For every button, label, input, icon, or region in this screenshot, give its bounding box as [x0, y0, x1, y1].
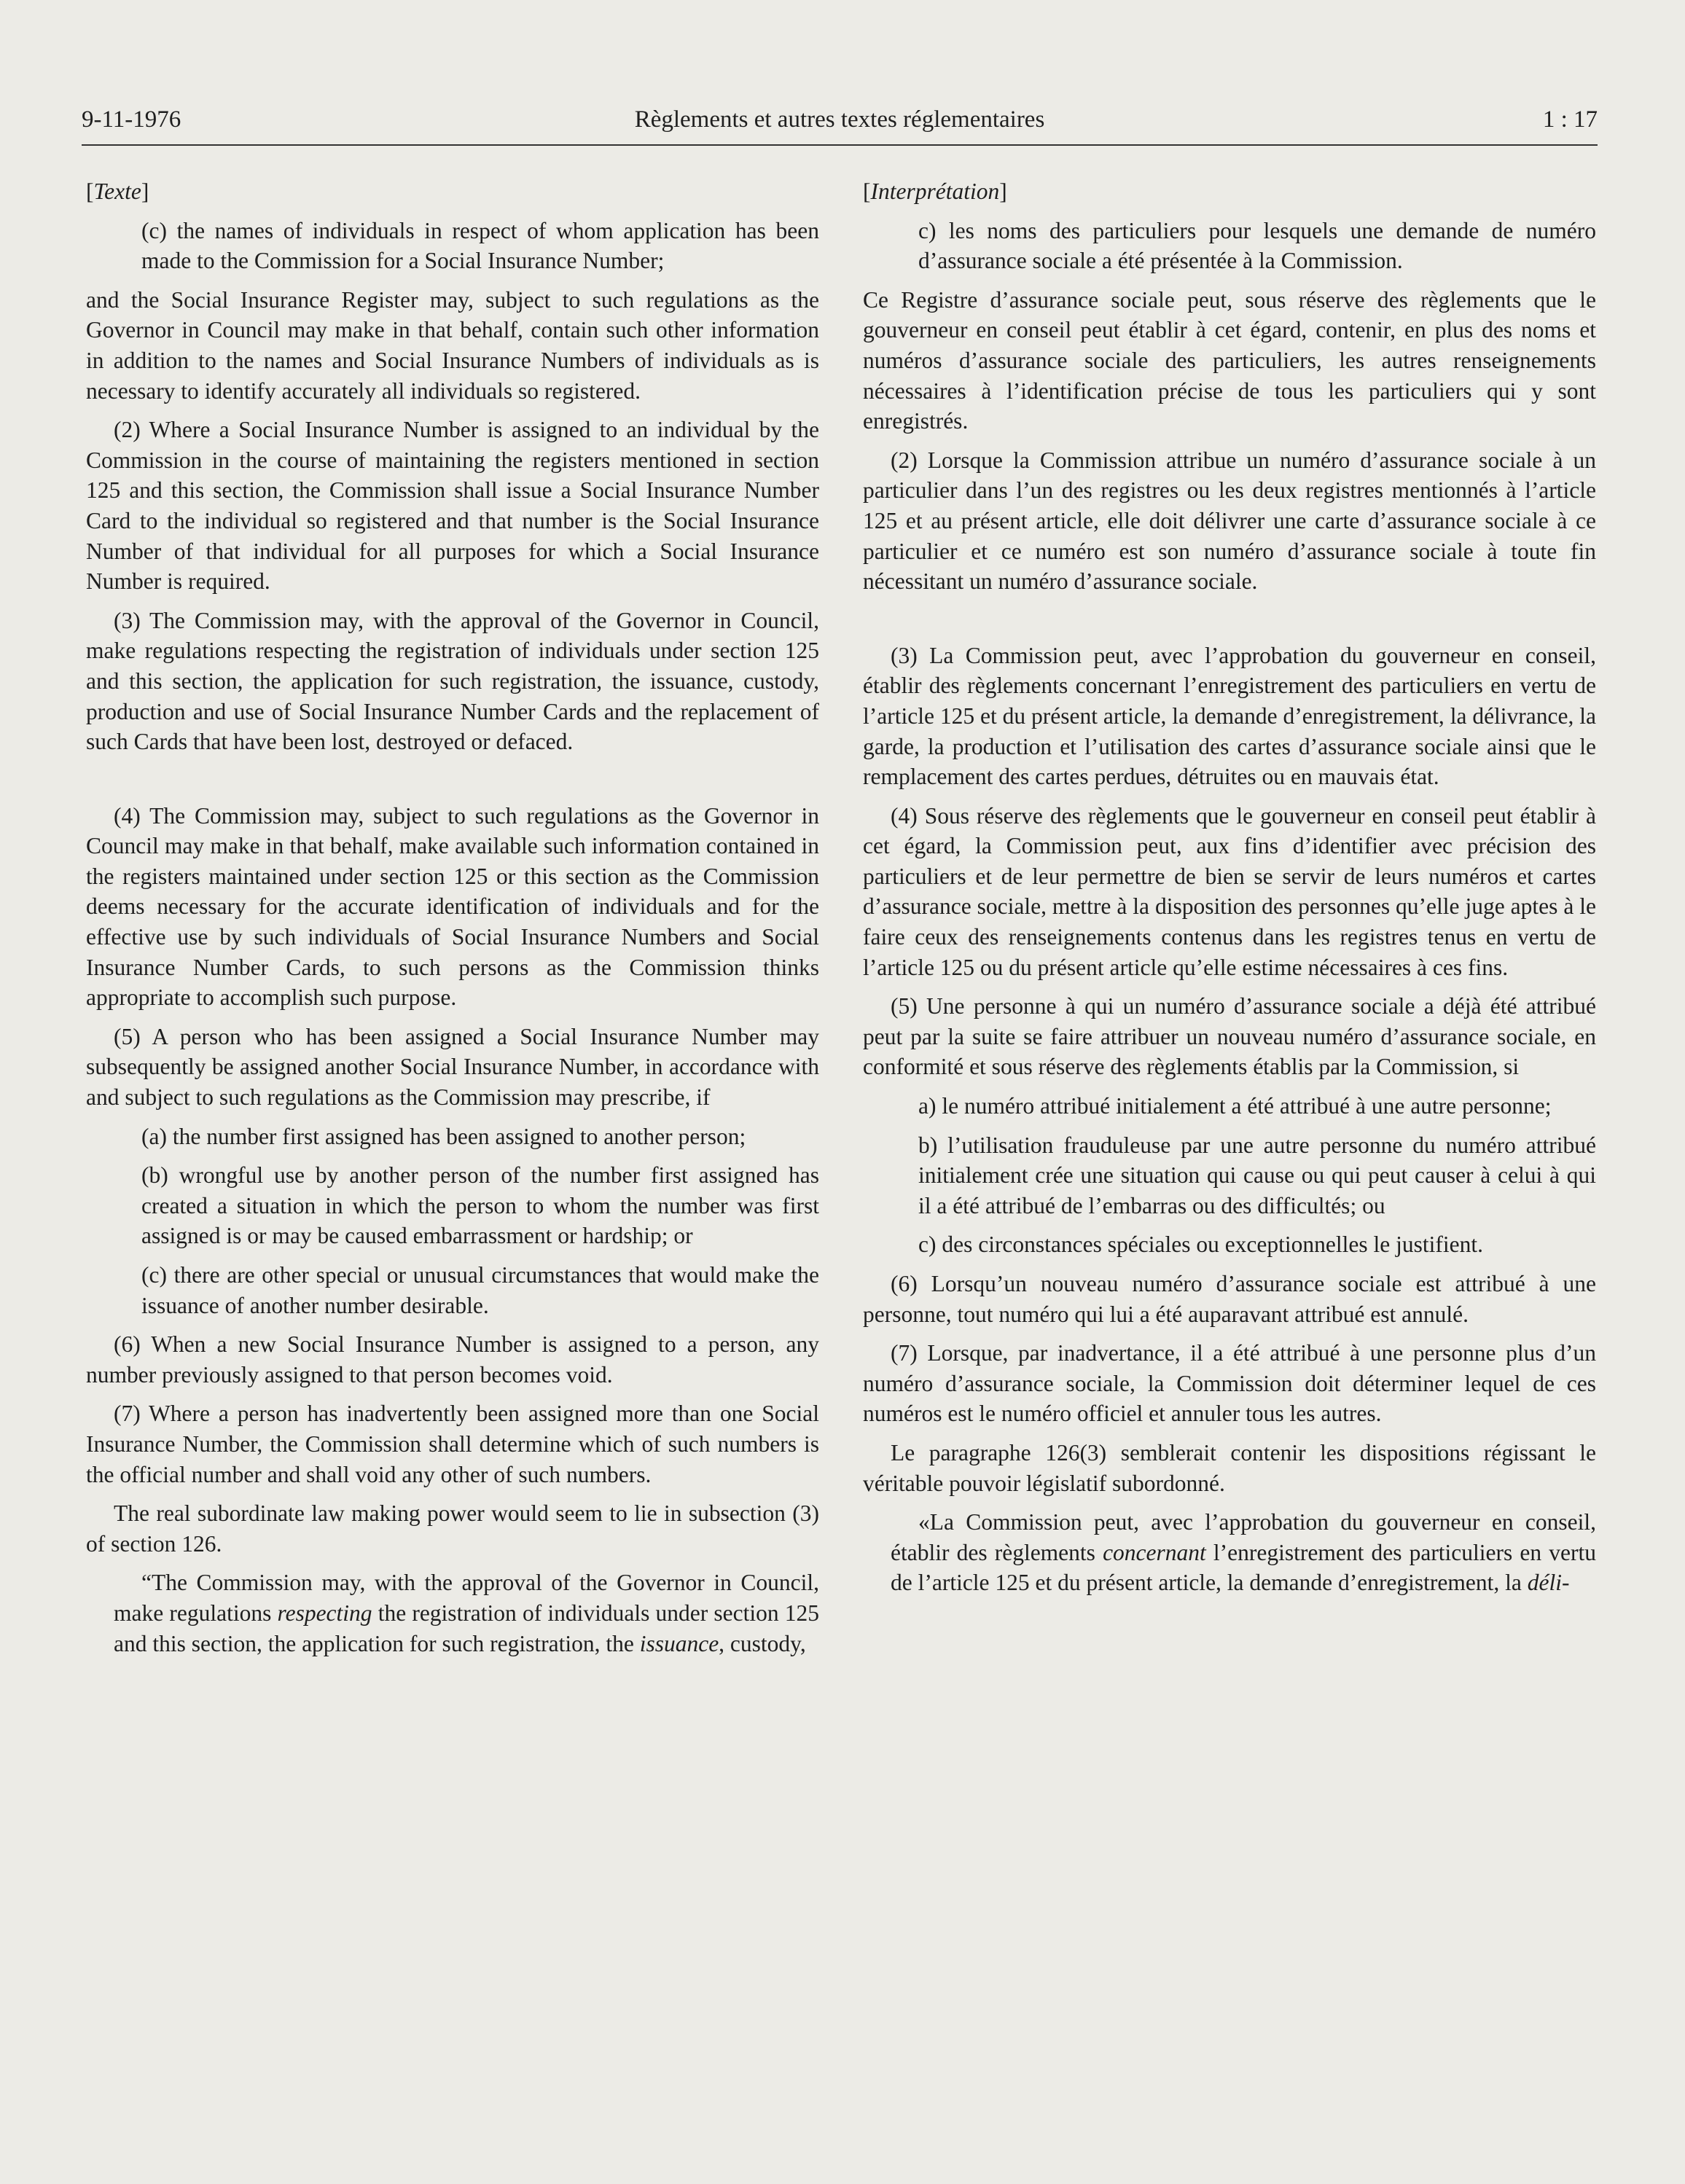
en-subsection-5c: (c) there are other special or unusual circumstances that would make the issuance of another number desirable. — [141, 1262, 819, 1318]
fr-subsection-5c: c) des circonstances spéciales ou exceptionnelles le justifient. — [918, 1232, 1483, 1258]
en-paragraph-c-names: (c) the names of individuals in respect of whom application has been made to the Commission for a Social Insurance Number; — [141, 217, 819, 274]
fr-paragraph-c-noms: c) les noms des particuliers pour lesquels une demande de numéro d’assurance sociale a été présentée à la Commission. — [918, 217, 1596, 274]
en-subsection-5b: (b) wrongful use by another person of the number first assigned has created a situation in which the person to whom the number was first assigned is or may be caused embarrassment or hardship; or — [141, 1162, 819, 1249]
en-subsection-5: (5) A person who has been assigned a Social Insurance Number may subsequently be assigned another Social Insurance Number, in accordance with and subject to such regulations as the Commission may prescribe, if — [86, 1023, 819, 1111]
page-header — [82, 103, 1598, 146]
fr-quotation: «La Commission peut, avec l’approbation du gouverneur en conseil, établir des règlements concernant l’enregistrement des particuliers en vertu de l’article 125 et du présent article, la demande d’enregistrement, la déli- — [891, 1509, 1596, 1596]
header-page-number: 1 : 17 — [1542, 106, 1598, 133]
french-column — [863, 176, 1596, 1607]
fr-subsection-5: (5) Une personne à qui un numéro d’assurance sociale a déjà été attribué peut par la suite se faire attribuer un nouveau numéro d’assurance sociale, en conformité et sous réserve des règlements établis par la Commission, si — [863, 993, 1596, 1080]
french-section-label: [Interprétation] — [863, 179, 1007, 204]
fr-registre-paragraph: Ce Registre d’assurance sociale peut, sous réserve des règlements que le gouverneur en conseil peut établir à cet égard, contenir, en plus des noms et numéros d’assurance sociale des particuliers, les autres renseignements nécessaires à l’identification précise de tous les particuliers qui y sont enregistrés. — [863, 286, 1596, 434]
en-subsection-2: (2) Where a Social Insurance Number is assigned to an individual by the Commission in the course of maintaining the registers mentioned in section 125 and this section, the Commission shall issue a Social Insurance Number Card to the individual so registered and that number is the Social Insurance Number of that individual for all purposes for which a Social Insurance Number is required. — [86, 417, 819, 595]
en-register-paragraph: and the Social Insurance Register may, subject to such regulations as the Governor in Council may make in that behalf, contain such other information in addition to the names and Social Insurance Numbers of individuals as is necessary to identify accurately all individuals so registered. — [86, 286, 819, 404]
fr-subsection-6: (6) Lorsqu’un nouveau numéro d’assurance sociale est attribué à une personne, tout numéro qui lui a été auparavant attribué est annulé. — [863, 1271, 1596, 1327]
en-quotation: “The Commission may, with the approval of the Governor in Council, make regulations respecting the registration of individuals under section 125 and this section, the application for such registration, the issuance, custody, — [114, 1570, 820, 1656]
fr-subsection-7: (7) Lorsque, par inadvertance, il a été attribué à une personne plus d’un numéro d’assurance sociale, la Commission doit déterminer lequel de ces numéros est le numéro officiel et annuler tous les autres. — [863, 1340, 1596, 1427]
en-subsection-6: (6) When a new Social Insurance Number is assigned to a person, any number previously assigned to that person becomes void. — [86, 1331, 819, 1387]
en-commentary: The real subordinate law making power would seem to lie in subsection (3) of section 126. — [86, 1500, 819, 1557]
fr-commentary: Le paragraphe 126(3) semblerait contenir les dispositions régissant le véritable pouvoir législatif subordonné. — [863, 1439, 1596, 1496]
en-subsection-7: (7) Where a person has inadvertently been assigned more than one Social Insurance Number, the Commission shall determine which of such numbers is the official number and shall void any other of such numbers. — [86, 1401, 819, 1487]
fr-subsection-3: (3) La Commission peut, avec l’approbation du gouverneur en conseil, établir des règlements concernant l’enregistrement des particuliers en vertu de l’article 125 et du présent article, la demande d’enregistrement, la délivrance, la garde, la production et l’utilisation des cartes d’assurance sociale ainsi que le remplacement des cartes perdues, détruites ou en mauvais état. — [863, 642, 1596, 790]
header-title: Règlements et autres textes réglementaires — [634, 106, 1045, 133]
header-date: 9-11-1976 — [82, 106, 181, 133]
fr-subsection-5b: b) l’utilisation frauduleuse par une autre personne du numéro attribué initialement crée une situation qui cause ou qui peut causer à celui à qui il a été attribué de l’embarras ou des difficultés; ou — [918, 1132, 1596, 1218]
en-subsection-3: (3) The Commission may, with the approval of the Governor in Council, make regulations respecting the registration of individuals under section 125 and this section, the application for such registration, the issuance, custody, production and use of Social Insurance Number Cards and the replacement of such Cards that have been lost, destroyed or defaced. — [86, 607, 819, 755]
en-subsection-5a: (a) the number first assigned has been assigned to another person; — [141, 1123, 746, 1149]
fr-subsection-2: (2) Lorsque la Commission attribue un numéro d’assurance sociale à un particulier dans l’un des registres ou les deux registres mentionnés à l’article 125 et au présent article, elle doit délivrer une carte d’assurance sociale à ce particulier et ce numéro est son numéro d’assurance sociale à toute fin nécessitant un numéro d’assurance sociale. — [863, 447, 1596, 595]
fr-subsection-4: (4) Sous réserve des règlements que le gouverneur en conseil peut établir à cet égard, la Commission peut, aux fins d’identifier avec précision des particuliers et de leur permettre de bien se servir de leurs numéros et cartes d’assurance sociale, mettre à la disposition des personnes qu’elle juge aptes à le faire ceux des renseignements contenus dans les registres tenus en vertu de l’article 125 ou du présent article qu’elle estime nécessaires à ces fins. — [863, 802, 1596, 980]
en-subsection-4: (4) The Commission may, subject to such regulations as the Governor in Council may make in that behalf, make available such information contained in the registers maintained under section 125 or this section as the Commission deems necessary for the accurate identification of individuals and for the effective use by such individuals of Social Insurance Numbers and Social Insurance Number Cards, to such persons as the Commission thinks appropriate to accomplish such purpose. — [86, 802, 819, 1011]
english-section-label: [Texte] — [86, 179, 149, 204]
english-column — [86, 176, 819, 1667]
fr-subsection-5a: a) le numéro attribué initialement a été attribué à une autre personne; — [918, 1093, 1552, 1119]
